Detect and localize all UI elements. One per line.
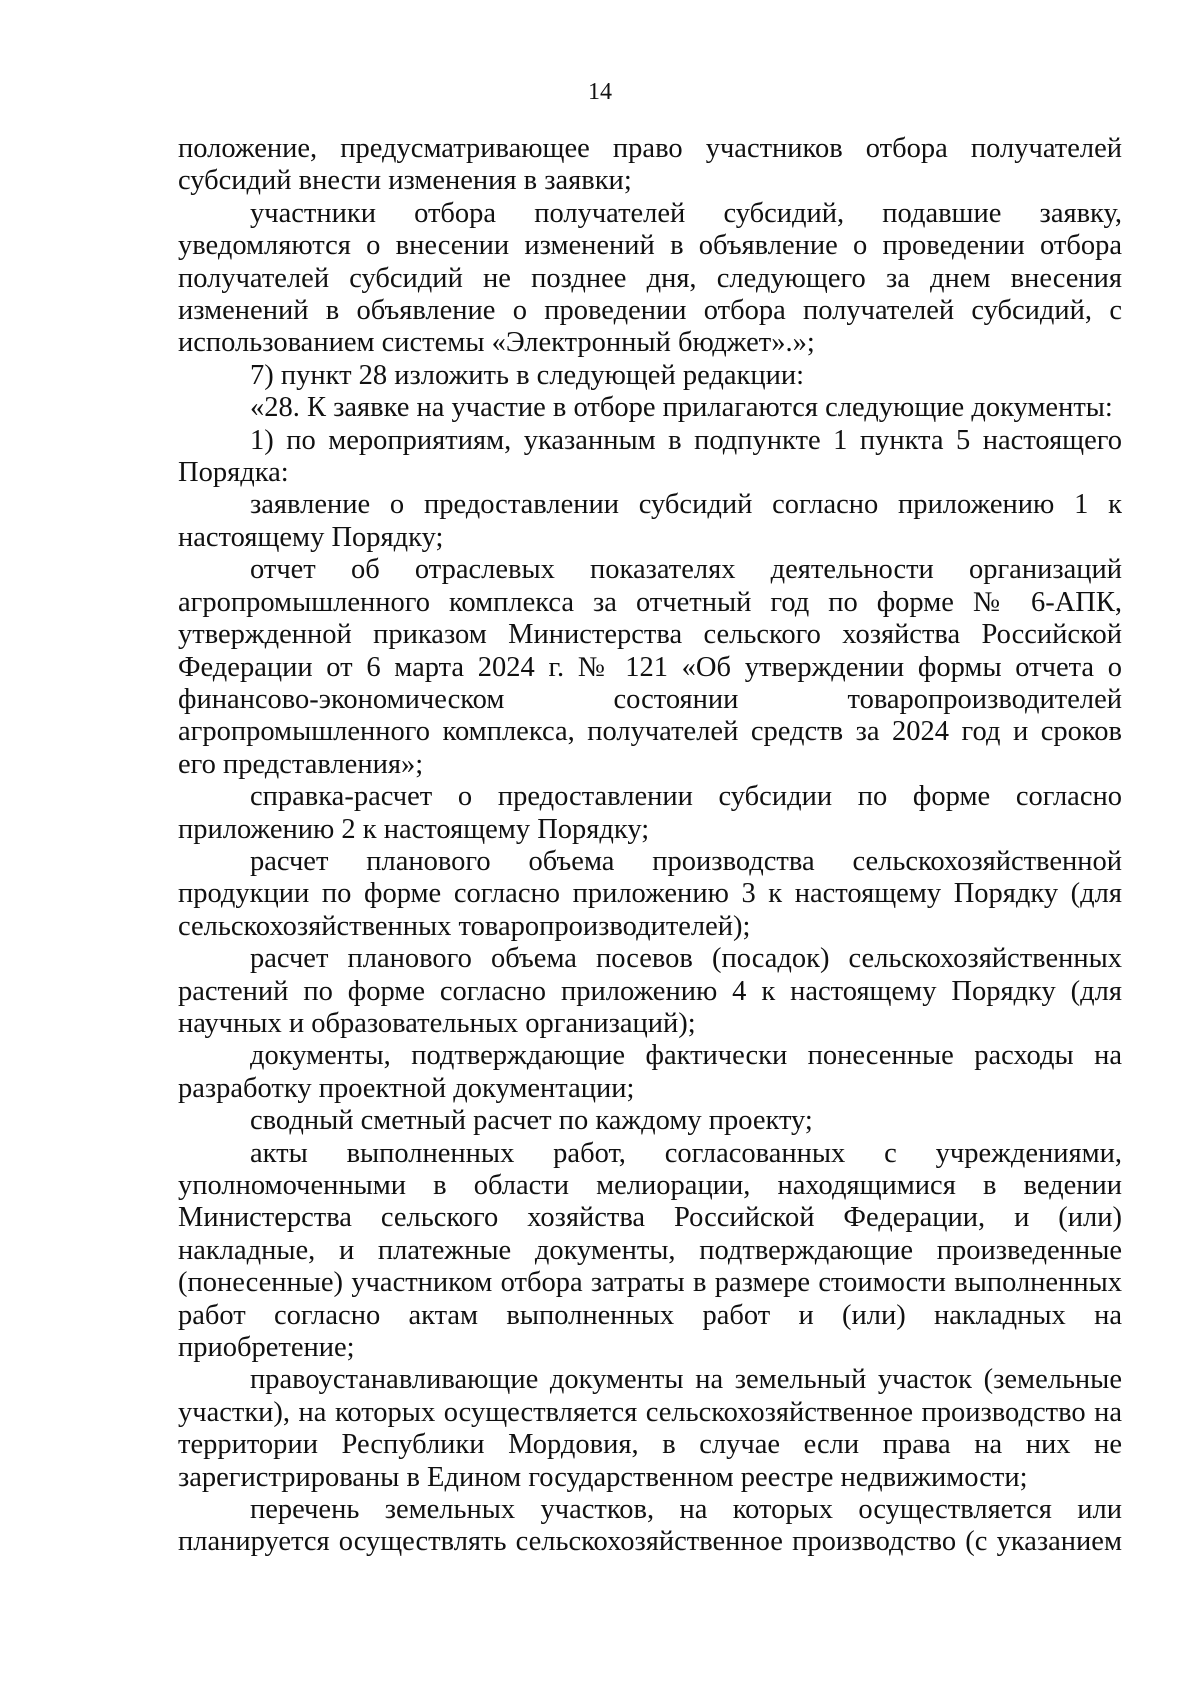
paragraph: участники отбора получателей субсидий, подавшие заявку, уведомляются о внесении изменений в объявление о проведении отбора получателей субсидий не позднее дня, следующего за днем внесения изменений в объявление о проведении отбора получателей субсидий, с использованием системы «Электронный бюджет».»; (178, 197, 1122, 359)
paragraph: сводный сметный расчет по каждому проекту; (250, 1105, 813, 1137)
paragraph: акты выполненных работ, согласованных с учреждениями, уполномоченными в области мелиорации, находящимися в ведении Министерства сельского хозяйства Российской Федерации, и (или) накладные, и платежные документы, подтверждающие произведенные (понесенные) участником отбора затраты в размере стоимости выполненных работ согласно актам выполненных работ и (или) накладных на приобретение; (178, 1137, 1122, 1364)
paragraph: справка-расчет о предоставлении субсидии по форме согласно приложению 2 к настоящему Порядку; (178, 781, 1122, 845)
document-body (178, 133, 1122, 1559)
paragraph: расчет планового объема посевов (посадок) сельскохозяйственных растений по форме согласно приложению 4 к настоящему Порядку (для научных и образовательных организаций); (178, 943, 1122, 1039)
paragraph: перечень земельных участков, на которых осуществляется или планируется осуществлять сельскохозяйственное производство (с указанием (178, 1494, 1122, 1558)
paragraph: расчет планового объема производства сельскохозяйственной продукции по форме согласно приложению 3 к настоящему Порядку (для сельскохозяйственных товаропроизводителей); (178, 845, 1122, 942)
paragraph: 7) пункт 28 изложить в следующей редакции: (250, 359, 805, 391)
paragraph: документы, подтверждающие фактически понесенные расходы на разработку проектной документации; (178, 1040, 1122, 1104)
paragraph: положение, предусматривающее право участников отбора получателей субсидий внести изменения в заявки; (178, 133, 1122, 197)
paragraph: отчет об отраслевых показателях деятельности организаций агропромышленного комплекса за отчетный год по форме № 6-АПК, утвержденной приказом Министерства сельского хозяйства Российской Федерации от 6 марта 2024 г. № 121 «Об утверждении формы отчета о финансово-экономическом состоянии товаропроизводителей агропромышленного комплекса, получателей средств за 2024 год и сроков его представления»; (178, 554, 1122, 780)
paragraph: заявление о предоставлении субсидий согласно приложению 1 к настоящему Порядку; (178, 489, 1122, 553)
page-number: 14 (588, 79, 612, 105)
paragraph: 1) по мероприятиям, указанным в подпункте 1 пункта 5 настоящего Порядка: (178, 424, 1122, 489)
paragraph: правоустанавливающие документы на земельный участок (земельные участки), на которых осуществляется сельскохозяйственное производство на территории Республики Мордовия, в случае если права на них не зарегистрированы в Едином государственном реестре недвижимости; (178, 1364, 1122, 1493)
paragraph: «28. К заявке на участие в отборе прилагаются следующие документы: (250, 392, 1113, 424)
